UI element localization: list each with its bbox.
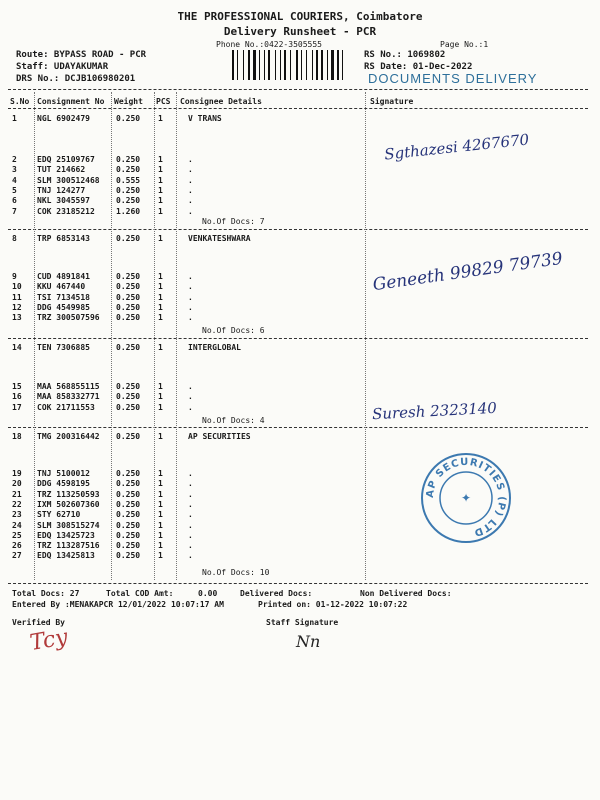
row-pcs: 1 [158,292,163,302]
row-pcs: 1 [158,343,163,352]
row-consignment-no: TSI 7134518 [37,292,90,302]
divider [8,338,588,339]
row-sno: 5 [12,185,17,195]
row-consignment-no: MAA 858332771 [37,392,100,402]
row-weight: 0.250 [116,234,141,243]
row-consignment-no: TRZ 113287516 [37,541,100,551]
row-weight: 0.250 [116,551,141,561]
row-pcs: 1 [158,541,163,551]
row-pcs: 1 [158,402,163,412]
column-separator [111,92,112,580]
row-consignment-no: COK 21711553 [37,402,95,412]
row-pcs: 1 [158,392,163,402]
row-pcs: 1 [158,499,163,509]
group-docs-count: No.Of Docs: 7 [202,217,265,226]
row-sno: 24 [12,520,22,530]
row-weight: 0.250 [116,114,141,123]
row-consignment-no: EDQ 25109767 [37,155,95,164]
row-consignment-no: TNJ 5100012 [37,469,90,478]
signature-interglobal: Suresh 2323140 [371,398,498,424]
row-consignee-ditto: . [188,313,193,323]
row-weight: 0.250 [116,541,141,551]
row-weight: 0.250 [116,520,141,530]
row-weight: 0.250 [116,313,141,323]
rs-date: RS Date: 01-Dec-2022 [364,62,473,72]
row-consignee: AP SECURITIES [188,432,251,441]
row-pcs: 1 [158,282,163,292]
row-sno: 19 [12,469,22,478]
barcode [232,50,356,80]
row-weight: 0.250 [116,489,141,499]
column-separator [365,92,366,580]
row-sno: 2 [12,155,17,164]
row-consignment-no: NKL 3045597 [37,196,90,206]
row-consignment-no: TRP 6853143 [37,234,90,243]
row-pcs: 1 [158,520,163,530]
staff-signature-label: Staff Signature [266,618,339,627]
row-consignee-ditto: . [188,272,193,281]
row-weight: 0.250 [116,302,141,312]
row-weight: 0.250 [116,432,141,441]
row-weight: 0.250 [116,282,141,292]
row-consignee-ditto: . [188,185,193,195]
row-pcs: 1 [158,272,163,281]
row-weight: 0.250 [116,292,141,302]
row-sno: 25 [12,530,22,540]
divider [8,583,588,584]
row-consignment-no: DDG 4598195 [37,479,90,489]
total-docs: Total Docs: 27 [12,589,80,598]
row-sno: 9 [12,272,17,281]
row-consignee-ditto: . [188,489,193,499]
row-consignee-ditto: . [188,541,193,551]
row-pcs: 1 [158,479,163,489]
row-sno: 8 [12,234,17,243]
row-consignment-no: STY 62710 [37,510,81,520]
row-sno: 22 [12,499,22,509]
row-consignment-no: NGL 6902479 [37,114,90,123]
row-pcs: 1 [158,175,163,185]
row-consignment-no: TEN 7306885 [37,343,90,352]
row-pcs: 1 [158,155,163,164]
row-pcs: 1 [158,382,163,391]
column-separator [154,92,155,580]
row-consignee-ditto: . [188,382,193,391]
signature-v-trans: Sgthazesi 4267670 [383,130,530,164]
page-number: Page No.:1 [440,40,489,49]
row-weight: 0.555 [116,175,141,185]
row-consignee-ditto: . [188,196,193,206]
row-consignee: V TRANS [188,114,222,123]
row-consignment-no: TRZ 113250593 [37,489,100,499]
row-weight: 0.250 [116,343,141,352]
entered-by: Entered By :MENAKAPCR 12/01/2022 10:07:17 AM [12,600,224,609]
phone-number: Phone No.:0422-3505555 [216,40,322,49]
row-sno: 16 [12,392,22,402]
row-consignment-no: CUD 4891841 [37,272,90,281]
staff-name: Staff: UDAYAKUMAR [16,62,109,72]
row-sno: 3 [12,165,17,175]
row-consignee-ditto: . [188,551,193,561]
group-docs-count: No.Of Docs: 6 [202,326,265,335]
documents-delivery-stamp: DOCUMENTS DELIVERY [368,71,538,86]
row-consignment-no: TMG 200316442 [37,432,100,441]
column-separator [176,92,177,580]
delivered-docs: Delivered Docs: [240,589,313,598]
row-weight: 0.250 [116,402,141,412]
row-consignee-ditto: . [188,530,193,540]
row-weight: 0.250 [116,499,141,509]
row-sno: 10 [12,282,22,292]
row-consignee-ditto: . [188,282,193,292]
row-sno: 21 [12,489,22,499]
row-consignee: INTERGLOBAL [188,343,241,352]
row-sno: 13 [12,313,22,323]
row-pcs: 1 [158,489,163,499]
col-sno: S.No [10,97,30,106]
row-pcs: 1 [158,530,163,540]
row-weight: 0.250 [116,382,141,391]
ap-securities-seal [418,450,514,546]
row-consignee-ditto: . [188,155,193,164]
total-cod-amount: 0.00 [198,589,218,598]
row-sno: 20 [12,479,22,489]
row-sno: 15 [12,382,22,391]
row-pcs: 1 [158,551,163,561]
row-consignment-no: EDQ 13425723 [37,530,95,540]
non-delivered-docs: Non Delivered Docs: [360,589,452,598]
row-consignment-no: SLM 300512468 [37,175,100,185]
row-consignment-no: DDG 4549985 [37,302,90,312]
row-weight: 0.250 [116,185,141,195]
row-sno: 17 [12,402,22,412]
row-weight: 0.250 [116,196,141,206]
col-consignee: Consignee Details [180,97,262,106]
row-sno: 7 [12,206,17,216]
divider [8,108,588,109]
row-consignment-no: MAA 568855115 [37,382,100,391]
row-weight: 0.250 [116,469,141,478]
row-weight: 0.250 [116,530,141,540]
drs-number: DRS No.: DCJB106980201 [16,74,136,84]
row-sno: 18 [12,432,22,441]
row-consignee-ditto: . [188,292,193,302]
verified-by-label: Verified By [12,618,65,627]
verified-signature: Tcy [28,624,70,657]
group-docs-count: No.Of Docs: 10 [202,568,270,577]
row-consignee-ditto: . [188,499,193,509]
svg-text:✦: ✦ [460,491,472,505]
row-sno: 27 [12,551,22,561]
row-consignee-ditto: . [188,479,193,489]
row-pcs: 1 [158,234,163,243]
row-pcs: 1 [158,432,163,441]
row-pcs: 1 [158,206,163,216]
row-sno: 14 [12,343,22,352]
total-cod-label: Total COD Amt: [106,589,174,598]
signature-venkateshwara: Geneeth 99829 79739 [371,248,564,296]
row-pcs: 1 [158,469,163,478]
row-sno: 6 [12,196,17,206]
row-consignee-ditto: . [188,402,193,412]
row-pcs: 1 [158,185,163,195]
row-consignment-no: COK 23185212 [37,206,95,216]
row-consignee-ditto: . [188,175,193,185]
col-consignment: Consignment No [37,97,105,106]
row-weight: 0.250 [116,392,141,402]
row-pcs: 1 [158,302,163,312]
row-pcs: 1 [158,313,163,323]
row-weight: 0.250 [116,155,141,164]
row-weight: 0.250 [116,272,141,281]
column-separator [34,92,35,580]
row-consignment-no: SLM 308515274 [37,520,100,530]
route: Route: BYPASS ROAD - PCR [16,50,147,60]
row-consignee-ditto: . [188,392,193,402]
row-sno: 12 [12,302,22,312]
rs-number: RS No.: 1069802 [364,50,446,60]
row-consignment-no: TRZ 300507596 [37,313,100,323]
divider [8,229,588,230]
company-name: THE PROFESSIONAL COURIERS, Coimbatore [177,10,423,23]
row-weight: 0.250 [116,165,141,175]
group-docs-count: No.Of Docs: 4 [202,416,265,425]
row-sno: 23 [12,510,22,520]
row-sno: 1 [12,114,17,123]
row-consignment-no: TUT 214662 [37,165,86,175]
row-sno: 11 [12,292,22,302]
printed-on: Printed on: 01-12-2022 10:07:22 [258,600,408,609]
row-sno: 26 [12,541,22,551]
row-weight: 0.250 [116,479,141,489]
divider [8,89,588,90]
row-weight: 0.250 [116,510,141,520]
row-consignment-no: EDQ 13425813 [37,551,95,561]
seal-text: AP SECURITIES (P) LTD [424,456,508,539]
staff-signature: Nn [296,632,321,651]
col-weight: Weight [114,97,143,106]
divider [8,427,588,428]
col-pcs: PCS [156,97,171,106]
row-consignee-ditto: . [188,520,193,530]
row-consignee-ditto: . [188,165,193,175]
row-pcs: 1 [158,165,163,175]
row-consignee-ditto: . [188,510,193,520]
row-consignment-no: KKU 467440 [37,282,86,292]
row-consignment-no: IXM 502607360 [37,499,100,509]
row-consignee-ditto: . [188,469,193,478]
row-consignee-ditto: . [188,206,193,216]
row-pcs: 1 [158,196,163,206]
row-pcs: 1 [158,114,163,123]
col-signature: Signature [370,97,414,106]
document-title: Delivery Runsheet - PCR [223,25,377,38]
row-consignee: VENKATESHWARA [188,234,251,243]
row-sno: 4 [12,175,17,185]
row-consignment-no: TNJ 124277 [37,185,86,195]
row-weight: 1.260 [116,206,141,216]
row-consignee-ditto: . [188,302,193,312]
row-pcs: 1 [158,510,163,520]
